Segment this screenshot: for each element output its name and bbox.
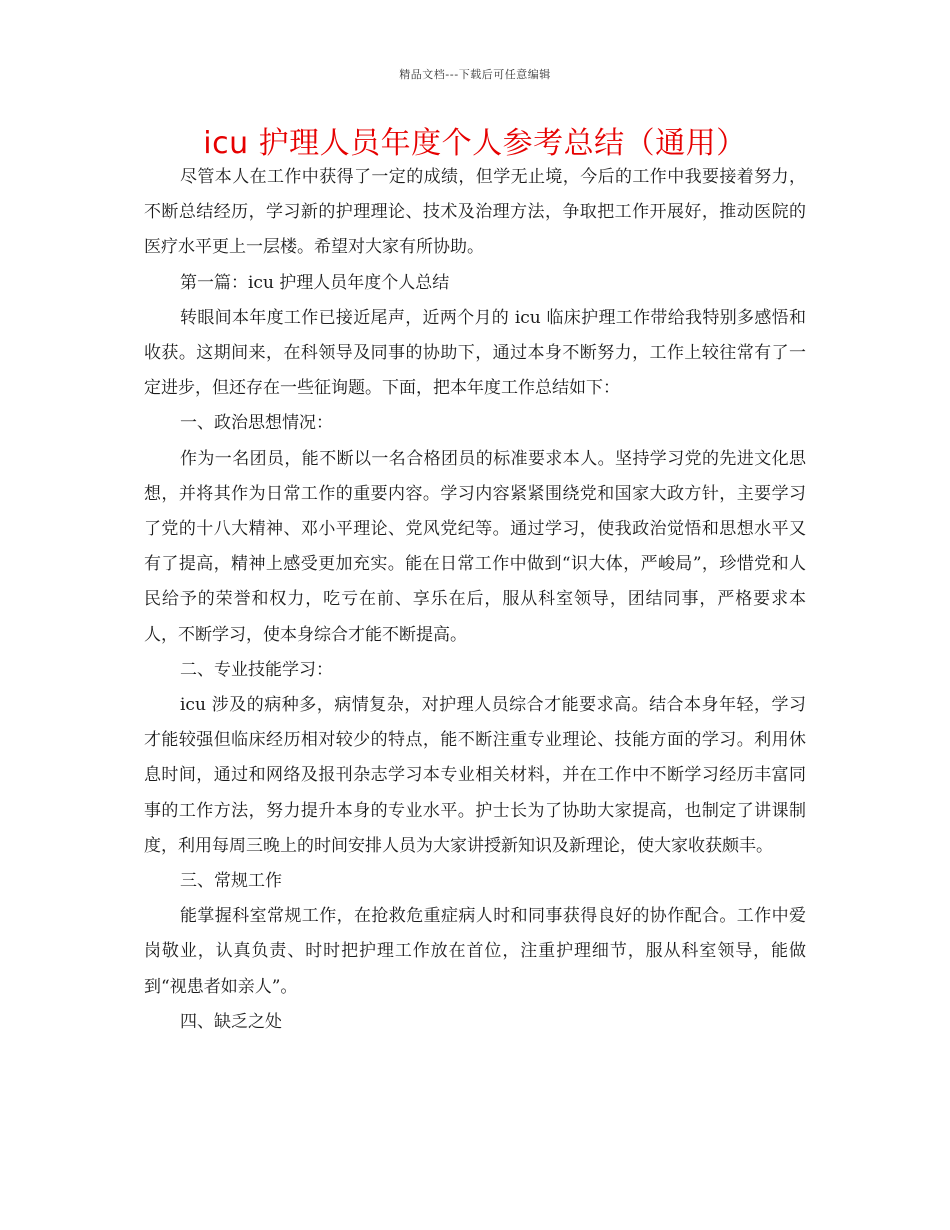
politics-paragraph: 作为一名团员，能不断以一名合格团员的标准要求本人。坚持学习党的先进文化思想，并将其作为日常工作的重要内容。学习内容紧紧围绕党和国家大政方针，主要学习了党的十八大精神、邓小平理论、党风党纪等。通过学习，使我政治觉悟和思想水平又有了提高，精神上感受更加充实。能在日常工作中做到“识大体，严峻局”，珍惜党和人民给予的荣誉和权力，吃亏在前、享乐在后，服从科室领导，团结同事，严格要求本人，不断学习，使本身综合才能不断提高。	[144, 448, 806, 645]
intro-paragraph: 尽管本人在工作中获得了一定的成绩，但学无止境，今后的工作中我要接着努力，不断总结经历，学习新的护理理论、技术及治理方法，争取把工作开展好，推动医院的医疗水平更上一层楼。希望对大家有所协助。	[144, 167, 806, 258]
document-title: icu 护理人员年度个人参考总结（通用）	[203, 126, 747, 161]
section-heading-routine: 三、常规工作	[180, 871, 282, 892]
routine-paragraph: 能掌握科室常规工作，在抢救危重症病人时和同事获得良好的协作配合。工作中爱岗敬业，认真负责、时时把护理工作放在首位，注重护理细节，服从科室领导，能做到“视患者如亲人”。	[144, 906, 806, 997]
chapter-heading: 第一篇：icu 护理人员年度个人总结	[180, 272, 450, 293]
opening-paragraph: 转眼间本年度工作已接近尾声，近两个月的 icu 临床护理工作带给我特别多感悟和收获。这期间来，在科领导及同事的协助下，通过本身不断努力，工作上较往常有了一定进步，但还存在一些征询题。下面，把本年度工作总结如下：	[144, 307, 806, 399]
header-note: 精品文档---下载后可任意编辑	[399, 68, 551, 81]
section-heading-skills: 二、专业技能学习：	[180, 659, 333, 680]
skills-paragraph: icu 涉及的病种多，病情复杂，对护理人员综合才能要求高。结合本身年轻，学习才能较强但临床经历相对较少的特点，能不断注重专业理论、技能方面的学习。利用休息时间，通过和网络及报刊杂志学习本专业相关材料，并在工作中不断学习经历丰富同事的工作方法，努力提升本身的专业水平。护士长为了协助大家提高，也制定了讲课制度，利用每周三晚上的时间安排人员为大家讲授新知识及新理论，使大家收获颇丰。	[144, 695, 806, 856]
section-heading-politics: 一、政治思想情况：	[180, 413, 333, 434]
section-heading-shortcomings: 四、缺乏之处	[180, 1011, 282, 1032]
document-body	[144, 160, 806, 1040]
